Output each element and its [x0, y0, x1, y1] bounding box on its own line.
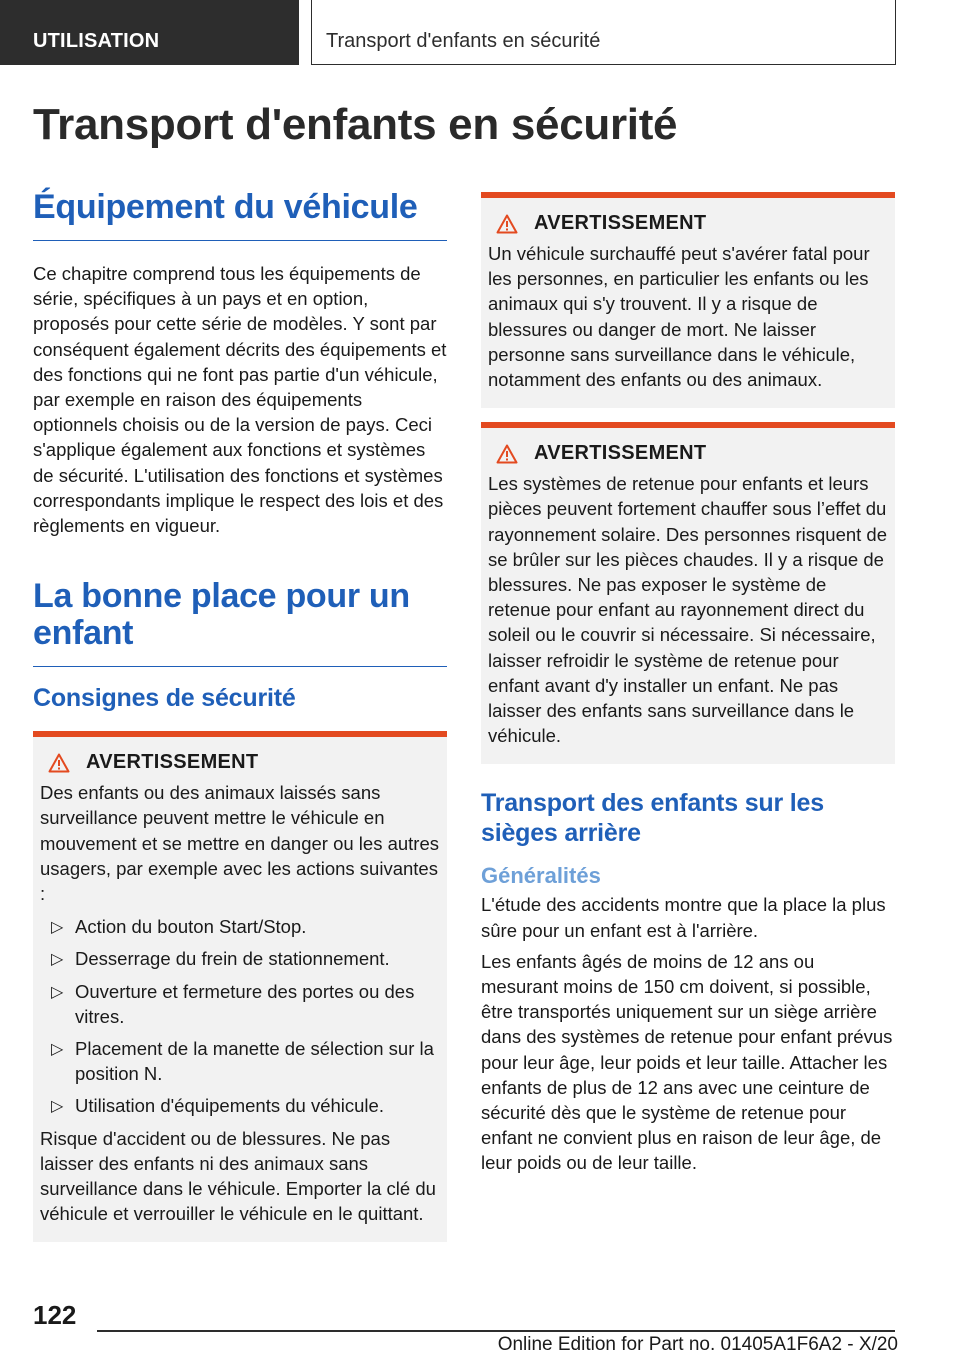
list-item: ▷ Desserrage du frein de stationnement.: [40, 946, 439, 971]
warning-outro: Risque d'accident ou de blessures. Ne pas laisser des enfants ni des animaux sans surveillance dans le véhicule. Emporter la clé du véhicule et verrouiller le véhicule en le quittant.: [40, 1127, 436, 1225]
triangle-bullet-icon: ▷: [51, 1041, 64, 1059]
paragraph-equipement: Ce chapitre comprend tous les équipements de série, spécifiques à un pays et en option, proposés pour cette série de modèles. Y sont par conséquent également décrits des équipements et des fonctions qui ne font pas partie d'un véhicule, par exemple en raison des équipements optionnels choisis ou de la version de pays. Ceci s'applique également aux fonctions et systèmes de sécurité. L'utilisation des fonctions et systèmes correspondants implique le respect des lois et des règlements en vigueur.: [33, 263, 447, 537]
warning-title: AVERTISSEMENT: [534, 212, 707, 234]
left-column: [33, 188, 447, 1242]
list-item: ▷ Ouverture et fermeture des portes ou des vitres.: [51, 980, 415, 1027]
list-item: ▷ Placement de la manette de sélection sur la position N.: [51, 1038, 434, 1085]
warning-box: [33, 731, 447, 1242]
warning-title: AVERTISSEMENT: [86, 751, 259, 774]
right-column: [481, 192, 895, 1176]
list-item: ▷ Utilisation d'équipements du véhicule.: [40, 1093, 439, 1118]
warning-list: [40, 914, 439, 1118]
heading-equipement: Équipement du véhicule: [33, 188, 447, 241]
paragraph-accidents: L'étude des accidents montre que la place la plus sûre pour un enfant est à l'arrière.: [481, 894, 886, 941]
chapter-tab: [311, 0, 896, 65]
footer-divider: [97, 1330, 895, 1332]
warning-title: AVERTISSEMENT: [534, 442, 707, 465]
heading-bonne-place: La bonne place pour un enfant: [33, 578, 447, 667]
heading-consignes: Consignes de sécurité: [33, 684, 296, 713]
paragraph-age-taille: Les enfants âgés de moins de 12 ans ou mesurant moins de 150 cm doivent, si possible, être transportés uniquement sur un siège arrière dans des systèmes de retenue pour enfant prévus pour leur âge, leur poids et leur taille. Attacher les enfants de plus de 12 ans avec une ceinture de sécurité dès que le système de retenue pour enfant ne convient plus en raison de leur âge, de leur poids ou de leur taille.: [481, 950, 893, 1174]
list-item: ▷ Action du bouton Start/Stop.: [40, 914, 439, 939]
footer-edition: Online Edition for Part no. 01405A1F6A2 - X/20: [497, 1334, 898, 1355]
warning-text: Un véhicule surchauffé peut s'avérer fatal pour les personnes, en particulier les enfants ou les animaux qui s'y trouvent. Il y a risque de blessures ou danger de mort. Ne laisser personne sans surveillance dans le véhicule, notamment des enfants ou des animaux.: [488, 243, 870, 391]
warning-header: [496, 442, 887, 465]
warning-triangle-icon: [496, 444, 518, 464]
triangle-bullet-icon: ▷: [51, 1098, 64, 1116]
warning-triangle-icon: [496, 214, 518, 234]
warning-header: [48, 751, 439, 774]
triangle-bullet-icon: ▷: [51, 919, 64, 937]
page-title: Transport d'enfants en sécurité: [33, 100, 678, 149]
heading-transport-arriere: Transport des enfants sur les sièges arrière: [481, 789, 824, 848]
warning-box-heat: [481, 422, 895, 764]
section-label: UTILISATION: [33, 30, 160, 52]
warning-box-overheat: [481, 192, 895, 408]
warning-header: [496, 212, 887, 235]
triangle-bullet-icon: ▷: [51, 983, 64, 1001]
warning-text: Les systèmes de retenue pour enfants et leurs pièces peuvent fortement chauffer sous l’effet du rayonnement solaire. Des personnes risquent de se brûler sur les pièces chaudes. Il y a risque de blessures. Ne pas exposer le système de retenue pour enfant au rayonnement direct du soleil ou le couvrir si nécessaire. Si nécessaire, laisser refroidir le système de retenue pour enfant avant d'y installer un enfant. Ne pas laisser des enfants sans surveillance dans le véhicule.: [488, 473, 888, 747]
warning-triangle-icon: [48, 753, 70, 773]
section-tab: [0, 0, 299, 65]
page-number: 122: [33, 1300, 77, 1330]
chapter-label: Transport d'enfants en sécurité: [326, 30, 601, 52]
heading-generalites: Généralités: [481, 863, 601, 889]
warning-intro: Des enfants ou des animaux laissés sans surveillance peuvent mettre le véhicule en mouvement et se mettre en danger ou les autres usagers, par exemple avec les actions suivantes :: [40, 782, 439, 905]
triangle-bullet-icon: ▷: [51, 951, 64, 969]
